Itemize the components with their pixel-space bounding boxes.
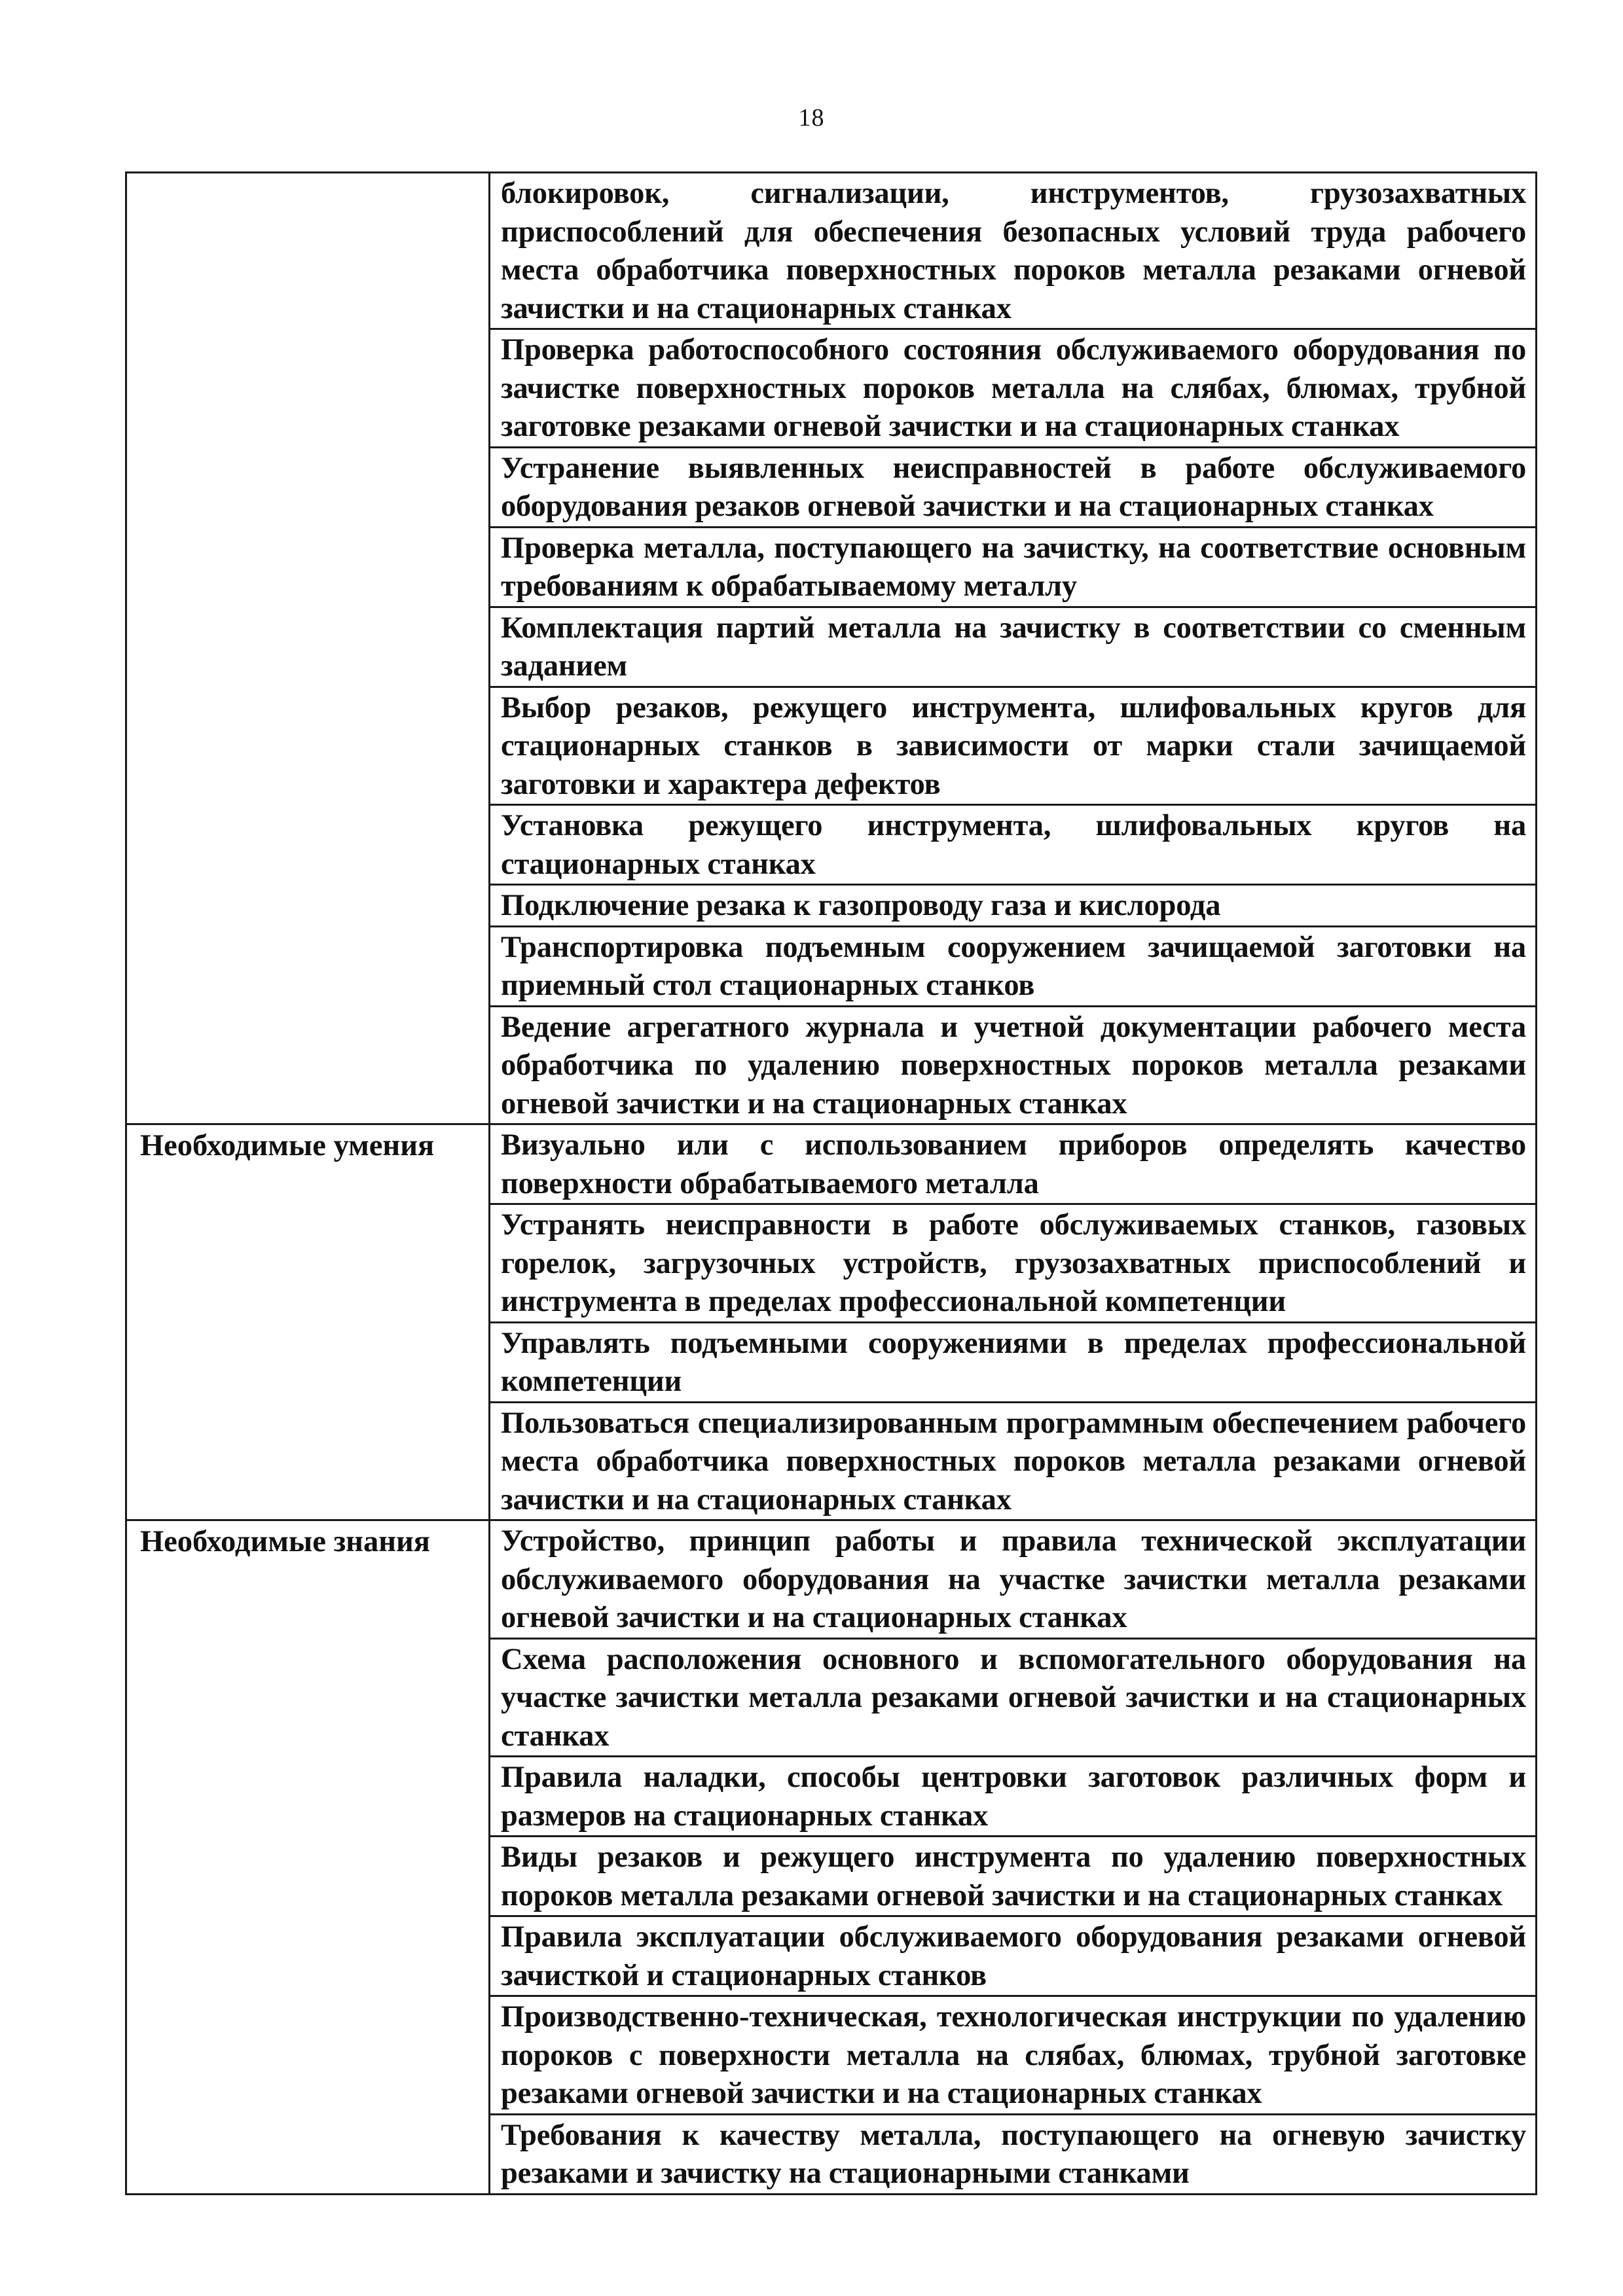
table-cell: Визуально или с использованием приборов определять качество поверхности обрабатываемого металла	[490, 1124, 1537, 1204]
section-label-skills: Необходимые умения	[126, 1124, 490, 1520]
table-cell: Пользоваться специализированным программным обеспечением рабочего места обработчика поверхностных пороков металла резаками огневой зачистки и на стационарных станках	[490, 1402, 1537, 1520]
table-cell: блокировок, сигнализации, инструментов, грузозахватных приспособлений для обеспечения безопасных условий труда рабочего места обработчика поверхностных пороков металла резаками огневой зачистки и на стационарных станках	[490, 173, 1537, 329]
table-row	[126, 173, 1537, 329]
table-cell: Правила наладки, способы центровки заготовок различных форм и размеров на стационарных станках	[490, 1757, 1537, 1837]
table-cell: Подключение резака к газопроводу газа и кислорода	[490, 885, 1537, 927]
table-cell: Правила эксплуатации обслуживаемого оборудования резаками огневой зачисткой и стационарных станков	[490, 1916, 1537, 1996]
table-row	[126, 1124, 1537, 1204]
table-cell: Проверка металла, поступающего на зачистку, на соответствие основным требованиям к обрабатываемому металлу	[490, 527, 1537, 607]
table-row	[126, 1520, 1537, 1639]
table-body	[126, 173, 1537, 2195]
table-cell: Управлять подъемными сооружениями в пределах профессиональной компетенции	[490, 1322, 1537, 1402]
table-cell: Проверка работоспособного состояния обслуживаемого оборудования по зачистке поверхностных пороков металла на слябах, блюмах, трубной заготовке резаками огневой зачистки и на стационарных станках	[490, 329, 1537, 448]
table-cell: Выбор резаков, режущего инструмента, шлифовальных кругов для стационарных станков в зависимости от марки стали зачищаемой заготовки и характера дефектов	[490, 687, 1537, 805]
table-cell: Устройство, принцип работы и правила технической эксплуатации обслуживаемого оборудования на участке зачистки металла резаками огневой зачистки и на стационарных станках	[490, 1520, 1537, 1639]
table-cell: Устранять неисправности в работе обслуживаемых станков, газовых горелок, загрузочных устройств, грузозахватных приспособлений и инструмента в пределах профессиональной компетенции	[490, 1204, 1537, 1323]
table-cell: Схема расположения основного и вспомогательного оборудования на участке зачистки металла резаками огневой зачистки и на стационарных станках	[490, 1638, 1537, 1757]
table-cell: Виды резаков и режущего инструмента по удалению поверхностных пороков металла резаками огневой зачистки и на стационарных станках	[490, 1837, 1537, 1916]
requirements-table	[125, 171, 1537, 2195]
table-cell: Устранение выявленных неисправностей в работе обслуживаемого оборудования резаков огневой зачистки и на стационарных станках	[490, 447, 1537, 527]
table-cell: Производственно-техническая, технологическая инструкции по удалению пороков с поверхности металла на слябах, блюмах, трубной заготовке резаками огневой зачистки и на стационарных станках	[490, 1996, 1537, 2115]
section-label-knowledge: Необходимые знания	[126, 1520, 490, 2195]
table-cell: Требования к качеству металла, поступающего на огневую зачистку резаками и зачистку на стационарными станками	[490, 2114, 1537, 2194]
table-cell: Комплектация партий металла на зачистку в соответствии со сменным заданием	[490, 607, 1537, 687]
table-cell: Установка режущего инструмента, шлифовальных кругов на стационарных станках	[490, 805, 1537, 885]
table-cell: Транспортировка подъемным сооружением зачищаемой заготовки на приемный стол стационарных станков	[490, 926, 1537, 1006]
section-label-continuation	[126, 173, 490, 1124]
table-cell: Ведение агрегатного журнала и учетной документации рабочего места обработчика по удалению поверхностных пороков металла резаками огневой зачистки и на стационарных станках	[490, 1006, 1537, 1124]
page-number: 18	[798, 104, 825, 132]
